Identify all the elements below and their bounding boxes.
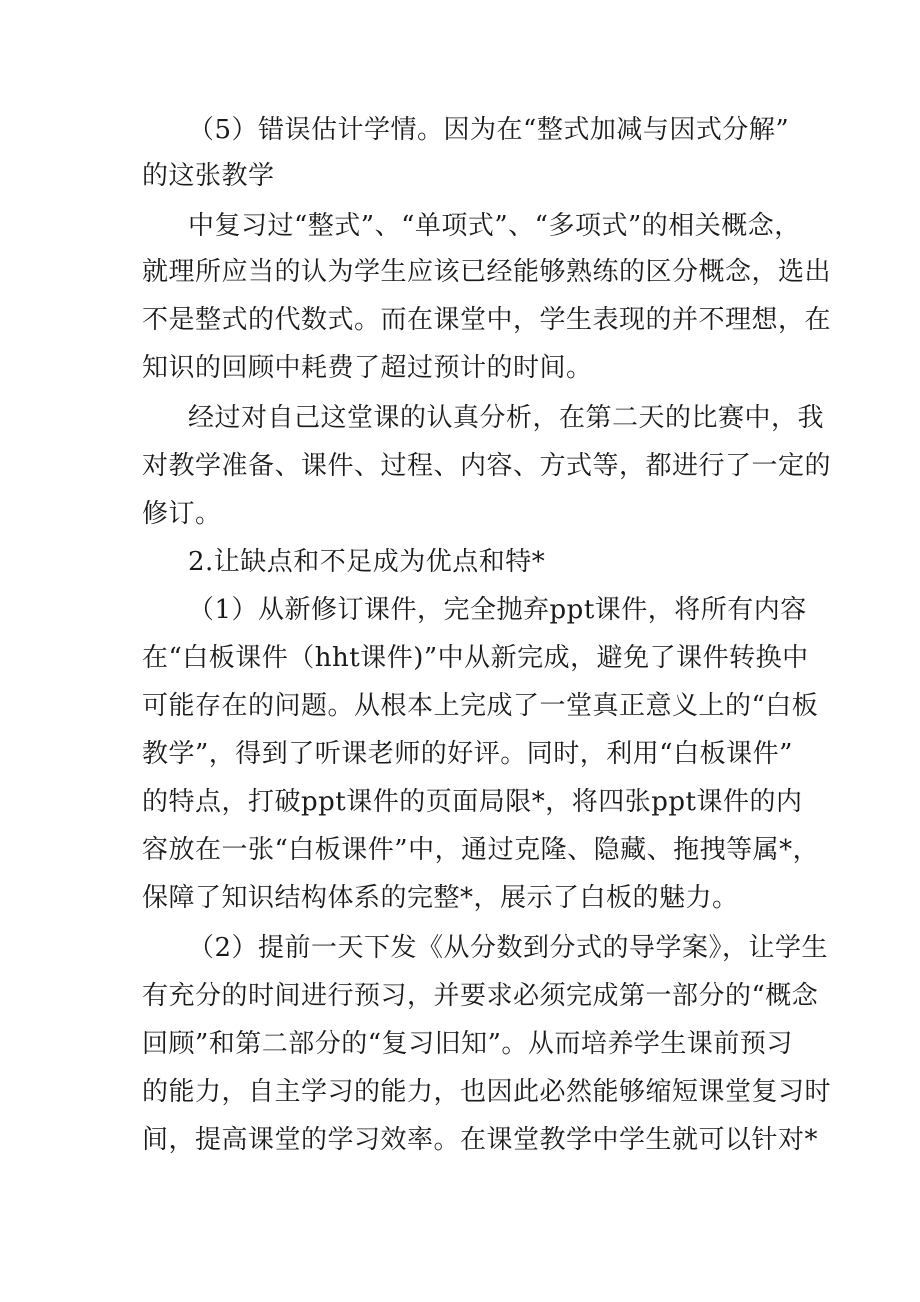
text-line: （5）错误估计学情。因为在“整式加减与因式分解” xyxy=(188,115,790,145)
text-line: 间，提高课堂的学习效率。在课堂教学中学生就可以针对* xyxy=(142,1125,819,1155)
text-line: 就理所应当的认为学生应该已经能够熟练的区分概念，选出 xyxy=(142,257,832,287)
text-line: 修订。 xyxy=(142,499,222,529)
text-line: 经过对自己这堂课的认真分析，在第二天的比赛中，我 xyxy=(188,403,825,433)
text-line: 教学”，得到了听课老师的好评。同时，利用“白板课件” xyxy=(142,739,793,769)
text-line: 的这张教学 xyxy=(142,161,275,191)
text-line: 不是整式的代数式。而在课堂中，学生表现的并不理想，在 xyxy=(142,305,832,335)
text-line: 知识的回顾中耗费了超过预计的时间。 xyxy=(142,353,593,383)
text-line: （2）提前一天下发《从分数到分式的导学案》，让学生 xyxy=(188,933,829,963)
text-line: 的特点，打破ppt课件的页面局限*，将四张ppt课件的内 xyxy=(142,787,803,817)
text-line: 有充分的时间进行预习，并要求必须完成第一部分的“概念 xyxy=(142,981,819,1011)
text-line: 在“白板课件（hht课件)”中从新完成，避免了课件转换中 xyxy=(142,643,809,673)
text-line: 可能存在的问题。从根本上完成了一堂真正意义上的“白板 xyxy=(142,691,819,721)
text-line: 容放在一张“白板课件”中，通过克隆、隐藏、拖拽等属*， xyxy=(142,835,820,865)
text-line: 的能力，自主学习的能力，也因此必然能够缩短课堂复习时 xyxy=(142,1077,832,1107)
text-line: 中复习过“整式”、“单项式”、“多项式”的相关概念， xyxy=(188,211,801,241)
text-line: 对教学准备、课件、过程、内容、方式等，都进行了一定的 xyxy=(142,451,832,481)
section-heading-text: 2.让缺点和不足成为优点和特* xyxy=(188,547,546,577)
text-line: （1）从新修订课件，完全抛弃ppt课件，将所有内容 xyxy=(188,595,807,625)
text-line: 保障了知识结构体系的完整*，展示了白板的魅力。 xyxy=(142,883,739,913)
text-line: 回顾”和第二部分的“复习旧知”。从而培养学生课前预习 xyxy=(142,1029,793,1059)
